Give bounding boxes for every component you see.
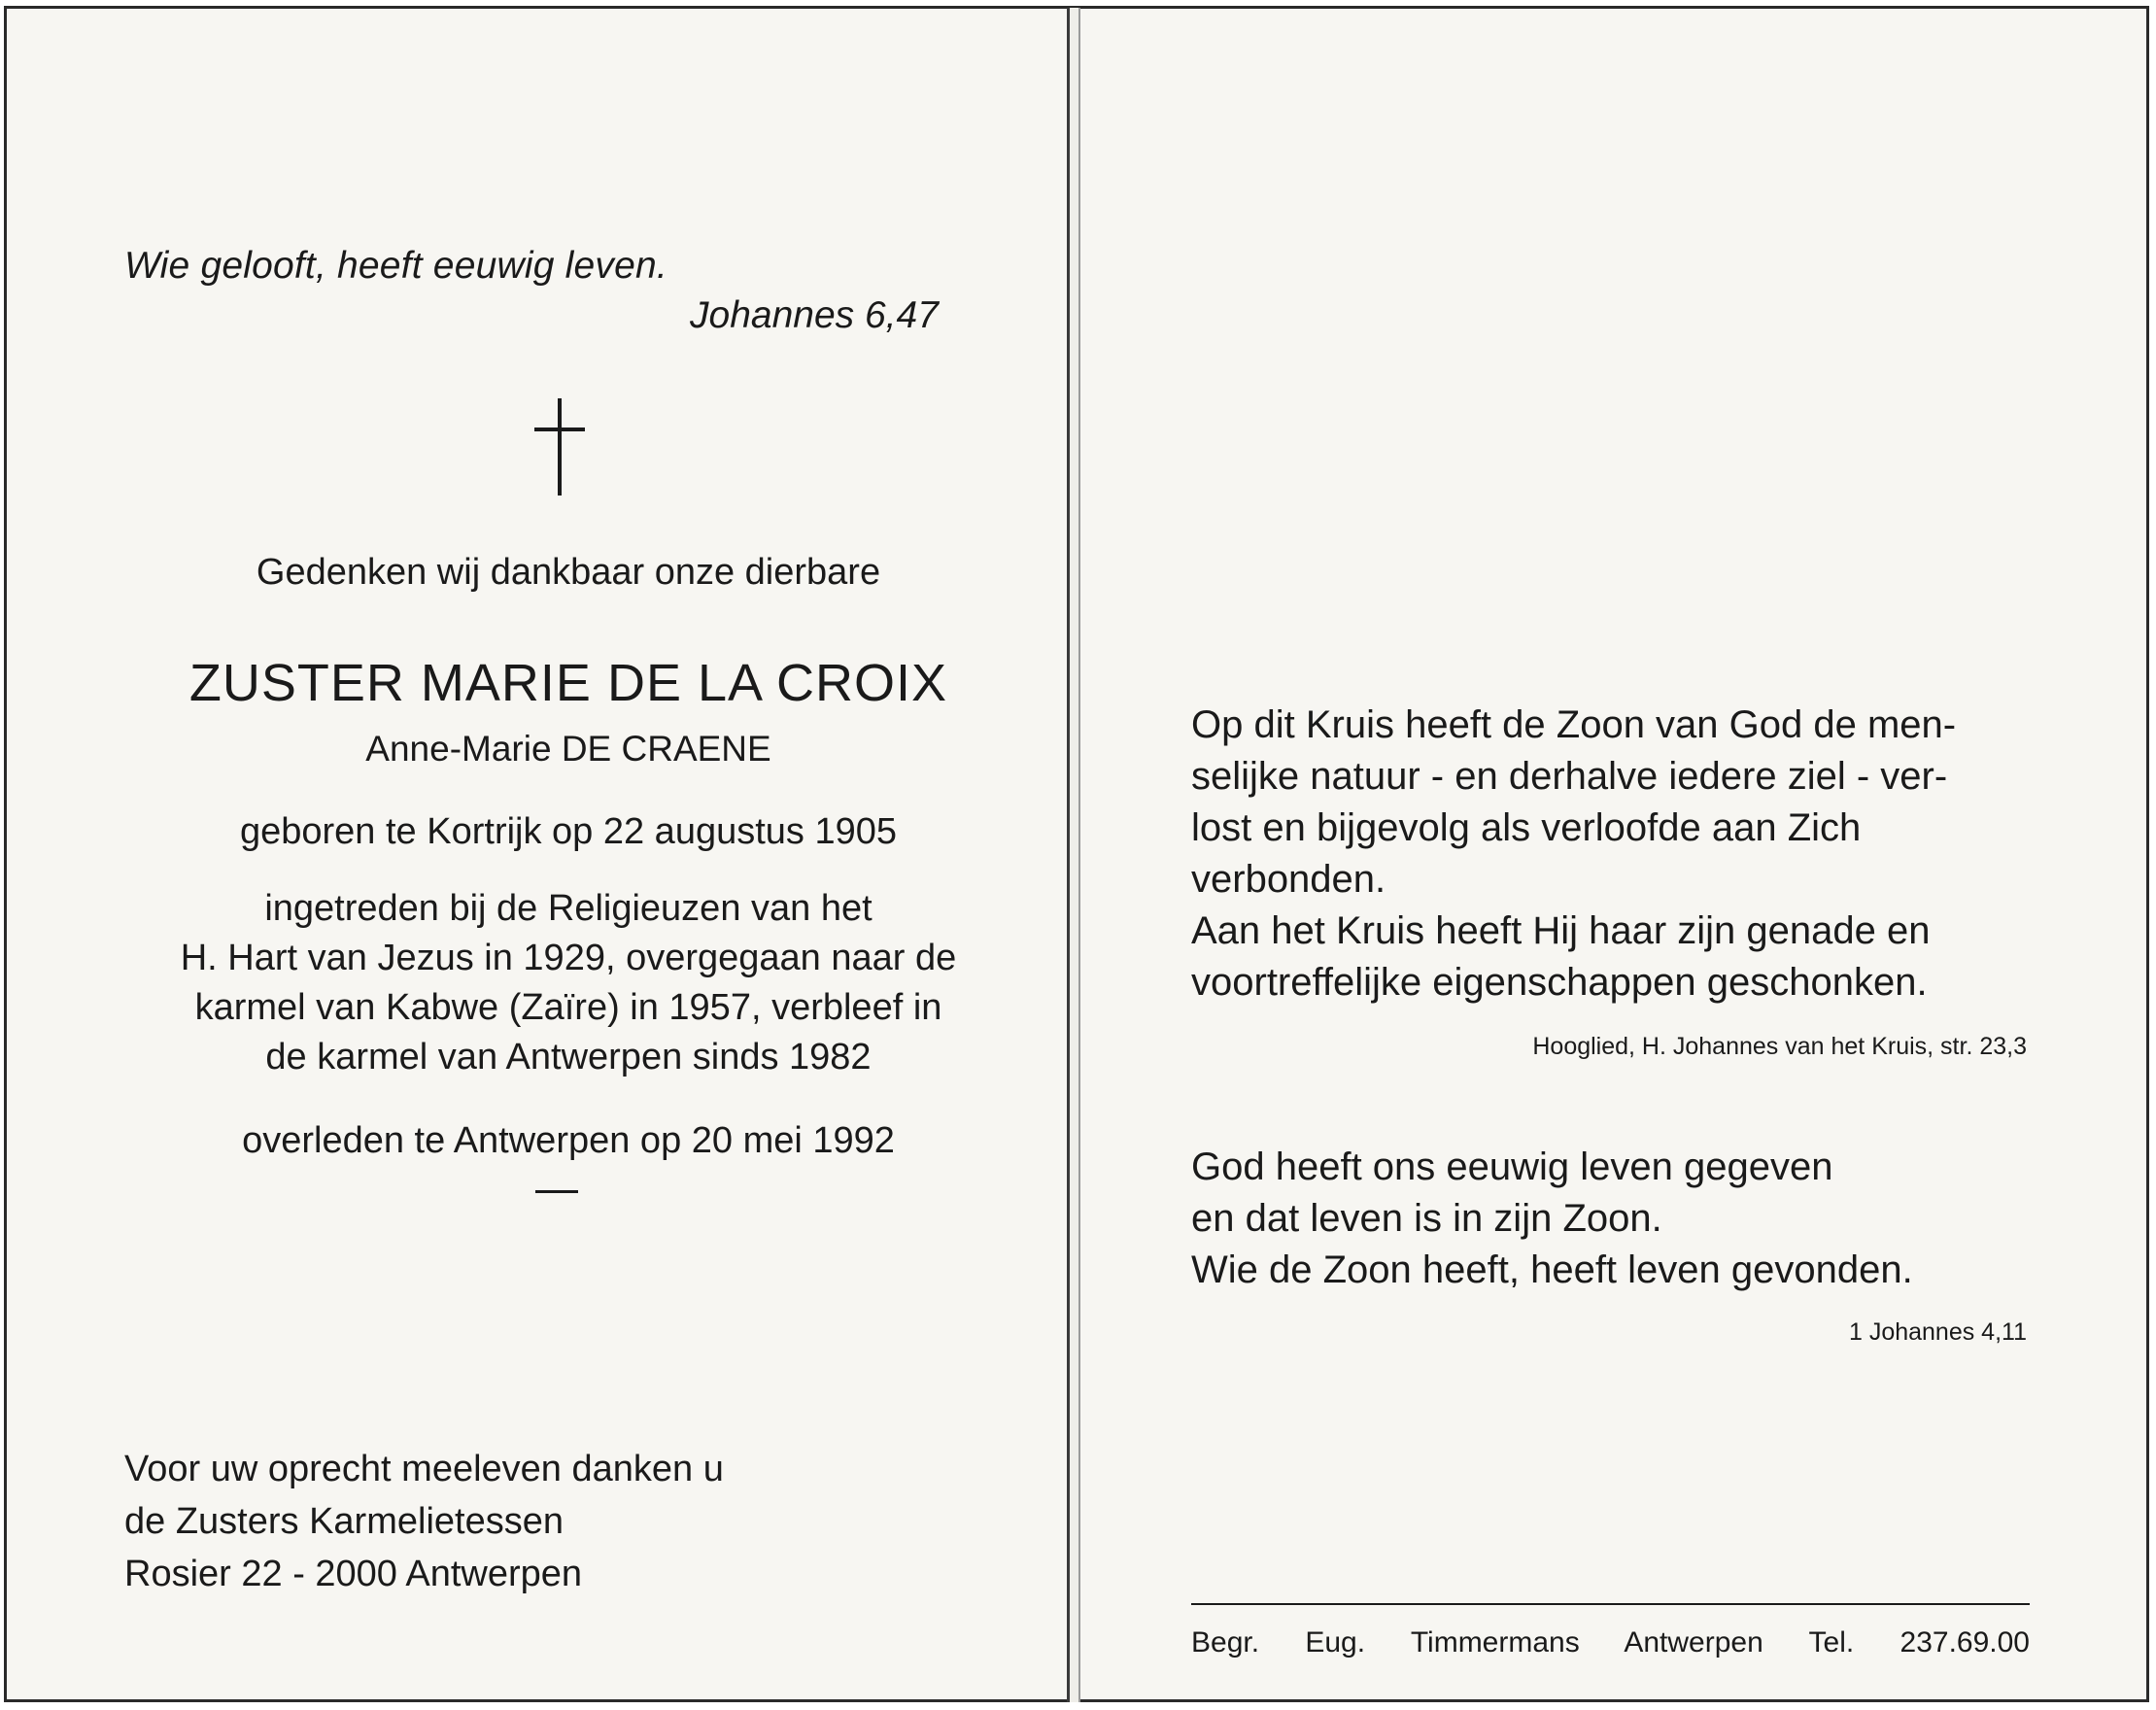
thanks-line: de Zusters Karmelietessen <box>124 1501 564 1542</box>
biography <box>10 884 1127 1082</box>
quote-reference: Johannes 6,47 <box>690 294 939 336</box>
verse-reference: Hooglied, H. Johannes van het Kruis, str. 23,3 <box>1532 1033 2027 1060</box>
verse-line: Op dit Kruis heeft de Zoon van God de men- <box>1191 703 1957 746</box>
verse-line: voortreffelijke eigenschappen geschonken. <box>1191 961 1928 1004</box>
printer-credit: Begr. Eug. Timmermans Antwerpen Tel. 237.69.00 <box>1191 1626 2030 1659</box>
memorial-intro: Gedenken wij dankbaar onze dierbare <box>256 552 881 593</box>
verse-line: lost en bijgevolg als verloofde aan Zich <box>1191 806 1862 849</box>
verse-line: verbonden. <box>1191 858 1386 901</box>
scripture-reference: 1 Johannes 4,11 <box>1848 1318 2027 1346</box>
quote: Wie gelooft, heeft eeuwig leven. <box>124 245 667 287</box>
cross-icon <box>530 398 589 496</box>
thanks-line: Rosier 22 - 2000 Antwerpen <box>124 1554 583 1594</box>
bio-line: karmel van Kabwe (Zaïre) in 1957, verbleef in <box>194 987 942 1028</box>
bio-line: de karmel van Antwerpen sinds 1982 <box>265 1037 872 1077</box>
thanks-block <box>124 1443 724 1600</box>
scripture-verse <box>1191 1142 2027 1296</box>
thanks-line: Voor uw oprecht meeleven danken u <box>124 1449 724 1489</box>
verse <box>1191 700 2027 1009</box>
verse-line: selijke natuur - en derhalve iedere ziel - ver- <box>1191 755 1948 798</box>
left-page <box>10 10 1065 1698</box>
footer-rule <box>1191 1603 2030 1605</box>
verse-line: Wie de Zoon heeft, heeft leven gevonden. <box>1191 1248 1913 1291</box>
right-page <box>1084 10 2145 1698</box>
verse-line: Aan het Kruis heeft Hij haar zijn genade en <box>1191 909 1931 952</box>
bio-line: H. Hart van Jezus in 1929, overgegaan naar de <box>180 938 957 978</box>
bio-line: ingetreden bij de Religieuzen van het <box>264 888 873 929</box>
verse-line: God heeft ons eeuwig leven gegeven <box>1191 1146 1833 1188</box>
verse-line: en dat leven is in zijn Zoon. <box>1191 1197 1662 1240</box>
deceased-name: ZUSTER MARIE DE LA CROIX <box>188 654 948 712</box>
card-fold <box>1067 8 1080 1702</box>
divider <box>535 1190 578 1193</box>
birth-name: Anne-Marie DE CRAENE <box>365 729 771 769</box>
birth-info: geboren te Kortrijk op 22 augustus 1905 <box>239 811 898 852</box>
death-info: overleden te Antwerpen op 20 mei 1992 <box>242 1120 895 1161</box>
